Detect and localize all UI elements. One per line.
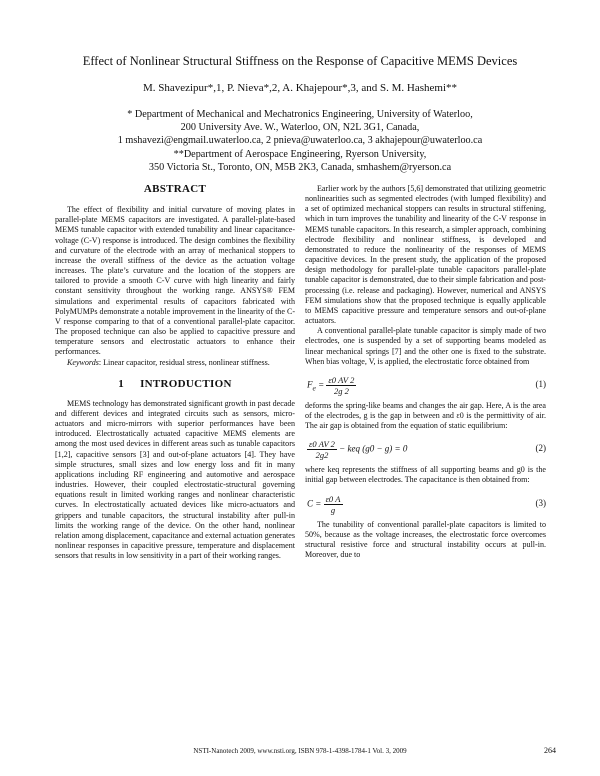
section-title: INTRODUCTION [140, 377, 232, 390]
intro-heading [55, 379, 295, 389]
keywords [55, 358, 295, 368]
affiliation-line: **Department of Aerospace Engineering, Ryerson University, [173, 148, 427, 160]
eq2-denominator: 2g2 [315, 450, 329, 461]
right-column [305, 184, 546, 560]
abstract-text: The effect of flexibility and initial curvature of moving plates in parallel-plate MEMS capacitors are investigated. A parallel-plate-based MEMS tunable capacitor with extended tunability and linear capacitance-voltage (C-V) response is introduced. The design combines the flexibility and curvature of the electrode with an array of mechanical stoppers to increase the overall stiffness of the device as the actuation voltage increases. The plate’s curvature and the location of the stoppers are tailored to provide a smooth C-V curve with high linearity and fairly constant sensitivity throughout the working range. ANSYS® FEM simulations and experimental results of capacitors fabricated with PolyMUMPs demonstrate a notable improvement in the linearity of the C-V response comparing to that of a conventional parallel-plate capacitor. The proposed technique can also be applied to capacitive pressure and temperature sensors and electrostatic actuators to enhance their performances. [55, 205, 295, 357]
affiliations [0, 108, 600, 174]
paragraph: The tunability of conventional parallel-plate capacitors is limited to 50%, because as the voltage increases, the electrostatic force overcomes structural resistive force and structural instability occurs at pull-in. Moreover, due to [305, 519, 546, 560]
paragraph: A conventional parallel-plate tunable capacitor is simply made of two electrodes, one is suspended by a set of supporting beams modeled as linear mechanical springs [7] and the other one is fixed to the substrate. When bias voltage, V, is applied, the electrostatic force obtained from [305, 326, 546, 366]
section-number: 1 [118, 377, 125, 390]
equation-number: (1) [535, 378, 546, 389]
eq1-numerator: ε0 AV 2 [328, 374, 355, 385]
eq1-sub: e [312, 383, 316, 393]
page-number: 264 [544, 746, 556, 755]
keywords-label: Keywords [67, 357, 99, 367]
paragraph: Earlier work by the authors [5,6] demonstrated that utilizing geometric nonlinearities such as segmented electrodes (with lumped flexibility) and a set of optimized mechanical stoppers can results in structural stiffening, which in turn improves the tunability and linearity of the C-V response in MEMS tunable capacitors. In this research, a simpler approach, combining electrode flexibility and nonlinear stiffness, is developed and demonstrated to reduce the nonlinearity of the responses of MEMS capacitive devices. In the present study, the application of the proposed design methodology for parallel-plate tunable capacitors parallel-plate tunable capacitor is demonstrated, due to their simple fabrication and post-processing (i.e. release and packaging). However, numerical and ANSYS FEM simulations show that the proposed technique is equally applicable to MEMS capacitive pressure and temperature sensors and out-of-plane actuators. [305, 184, 546, 326]
eq2-numerator: ε0 AV 2 [309, 439, 335, 450]
eq3-denominator: g [330, 504, 336, 515]
paragraph: where keq represents the stiffness of all supporting beams and g0 is the initial gap between electrodes. The capacitance is then obtained from: [305, 465, 546, 485]
eq2-rest: − keq (g0 − g) = 0 [339, 444, 408, 454]
paper-title: Effect of Nonlinear Structural Stiffness on the Response of Capacitive MEMS Devices [82, 54, 518, 68]
equation-number: (3) [535, 497, 546, 508]
equation-number: (2) [535, 443, 546, 454]
affiliation-line: 350 Victoria St., Toronto, ON, M5B 2K3, Canada, smhashem@ryerson.ca [148, 161, 452, 173]
intro-text: MEMS technology has demonstrated significant growth in past decade and different devices and integrated circuits such as sensors, micro-actuators and micro-mirrors with superior performances have been introduced. Electrostatically actuated capacitive MEMS elements are among the most used devices in different areas such as tunable capacitors [1,2], capacitive sensors [3] and out-of-plane actuators [4]. They have simple structures, small sizes and low energy loss and fit in many applications including RF engineering and automotive and aerospace industries. However, their coupled electrostatic-structural governing equations result in limited working ranges and nonlinear characteristic curves. In electrostatically actuated devices like micro-actuators and grippers and tunable capacitors, the structural instability after pull-in limits the working range of the device. On the other hand, nonlinear relation among displacement, capacitance and external actuation generates nonlinear responses in capacitive pressure, temperature and displacement sensors that results in low sensitivity in a part of their working ranges. [55, 398, 295, 561]
eq1-denominator: 2g 2 [333, 385, 349, 396]
author-list: M. Shavezipur*,1, P. Nieva*,2, A. Khajepour*,3, and S. M. Hashemi** [142, 82, 458, 94]
equation-3 [305, 492, 546, 514]
affiliation-line: 200 University Ave. W., Waterloo, ON, N2L 3G1, Canada, [180, 122, 420, 134]
eq3-lhs: C = [307, 498, 322, 509]
left-column [55, 184, 295, 561]
eq3-numerator: ε0 A [325, 493, 341, 504]
keywords-text: : Linear capacitor, residual stress, nonlinear stiffness. [98, 357, 270, 367]
eq1-lhs: F [307, 379, 313, 390]
affiliation-line: * Department of Mechanical and Mechatronics Engineering, University of Waterloo, [127, 109, 473, 120]
equation-1: $F_e$ = $\frac{\varepsilon 0 AV 2}{2g 2}$ (1) [307, 374, 546, 396]
paragraph: deforms the spring-like beams and changes the air gap. Here, A is the area of the electrodes, g is the gap in between and ε0 is the permittivity of air. The air gap is obtained from the equation of static equilibrium: [305, 400, 546, 431]
abstract-heading: ABSTRACT [143, 183, 207, 195]
affiliation-line: 1 mshavezi@engmail.uwaterloo.ca, 2 pnieva@uwaterloo.ca, 3 akhajepour@uwaterloo.ca [117, 135, 483, 147]
equation-2 [305, 437, 546, 459]
page-footer: NSTI-Nanotech 2009, www.nsti.org, ISBN 978-1-4398-1784-1 Vol. 3, 2009 [193, 747, 407, 755]
